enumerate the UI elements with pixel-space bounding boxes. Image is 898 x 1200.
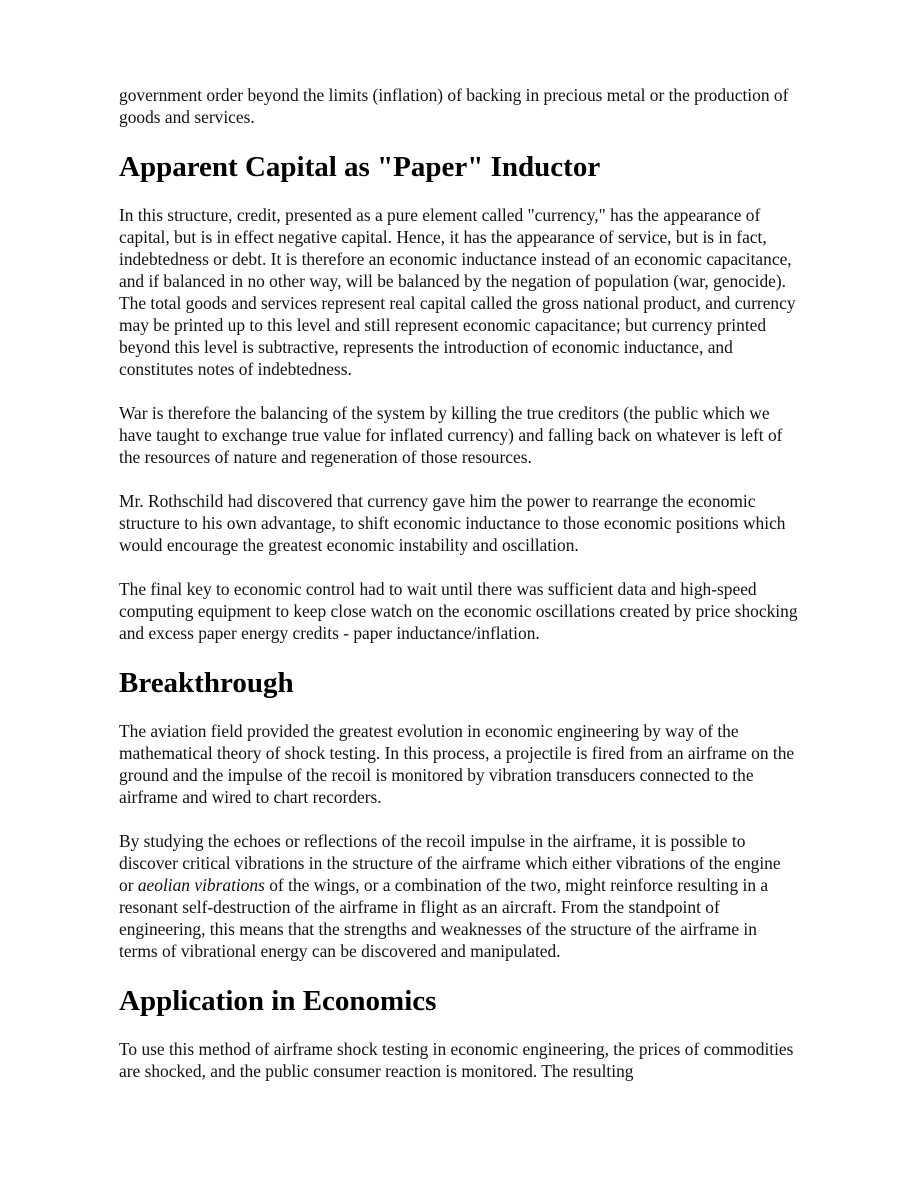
paragraph-aeolian — [119, 830, 799, 962]
paragraph: The aviation field provided the greatest evolution in economic engineering by way of the mathematical theory of shock testing. In this process, a projectile is fired from an airframe on the ground and the impulse of the recoil is monitored by vibration transducers connected to the airframe and wired to chart recorders. — [119, 721, 795, 807]
heading-breakthrough: Breakthrough — [119, 667, 294, 699]
text-run: By studying the echoes or reflections of the recoil impulse in the airframe, it is possible to discover critical vibrations in the structure of the airframe which either vibrations of the engine or — [119, 831, 781, 895]
heading-application-in-economics: Application in Economics — [119, 985, 437, 1017]
paragraph: In this structure, credit, presented as a pure element called "currency," has the appearance of capital, but is in effect negative capital. Hence, it has the appearance of service, but is in fact, indebtedness or debt. It is therefore an economic inductance instead of an economic capacitance, and if balanced in no other way, will be balanced by the negation of population (war, genocide). The total goods and services represent real capital called the gross national product, and currency may be printed up to this level and still represent economic capacitance; but currency printed beyond this level is subtractive, represents the introduction of economic inductance, and constitutes notes of indebtedness. — [119, 205, 796, 379]
paragraph: To use this method of airframe shock testing in economic engineering, the prices of commodities are shocked, and the public consumer reaction is monitored. The resulting — [119, 1039, 794, 1081]
document-page — [119, 84, 799, 1104]
intro-paragraph: government order beyond the limits (inflation) of backing in precious metal or the production of goods and services. — [119, 85, 789, 127]
text-run: of the wings, or a combination of the two, might reinforce resulting in a resonant self-destruction of the airframe in flight as an aircraft. From the standpoint of engineering, this means that the strengths and weaknesses of the structure of the airframe in terms of vibrational energy can be discovered and manipulated. — [119, 875, 769, 961]
paragraph: Mr. Rothschild had discovered that currency gave him the power to rearrange the economic structure to his own advantage, to shift economic inductance to those economic positions which would encourage the greatest economic instability and oscillation. — [119, 491, 786, 555]
paragraph: The final key to economic control had to wait until there was sufficient data and high-speed computing equipment to keep close watch on the economic oscillations created by price shocking and excess paper energy credits - paper inductance/inflation. — [119, 579, 798, 643]
paragraph: War is therefore the balancing of the system by killing the true creditors (the public which we have taught to exchange true value for inflated currency) and falling back on whatever is left of the resources of nature and regeneration of those resources. — [119, 403, 783, 467]
italic-term: aeolian vibrations — [137, 875, 265, 895]
heading-apparent-capital: Apparent Capital as "Paper" Inductor — [119, 151, 601, 183]
